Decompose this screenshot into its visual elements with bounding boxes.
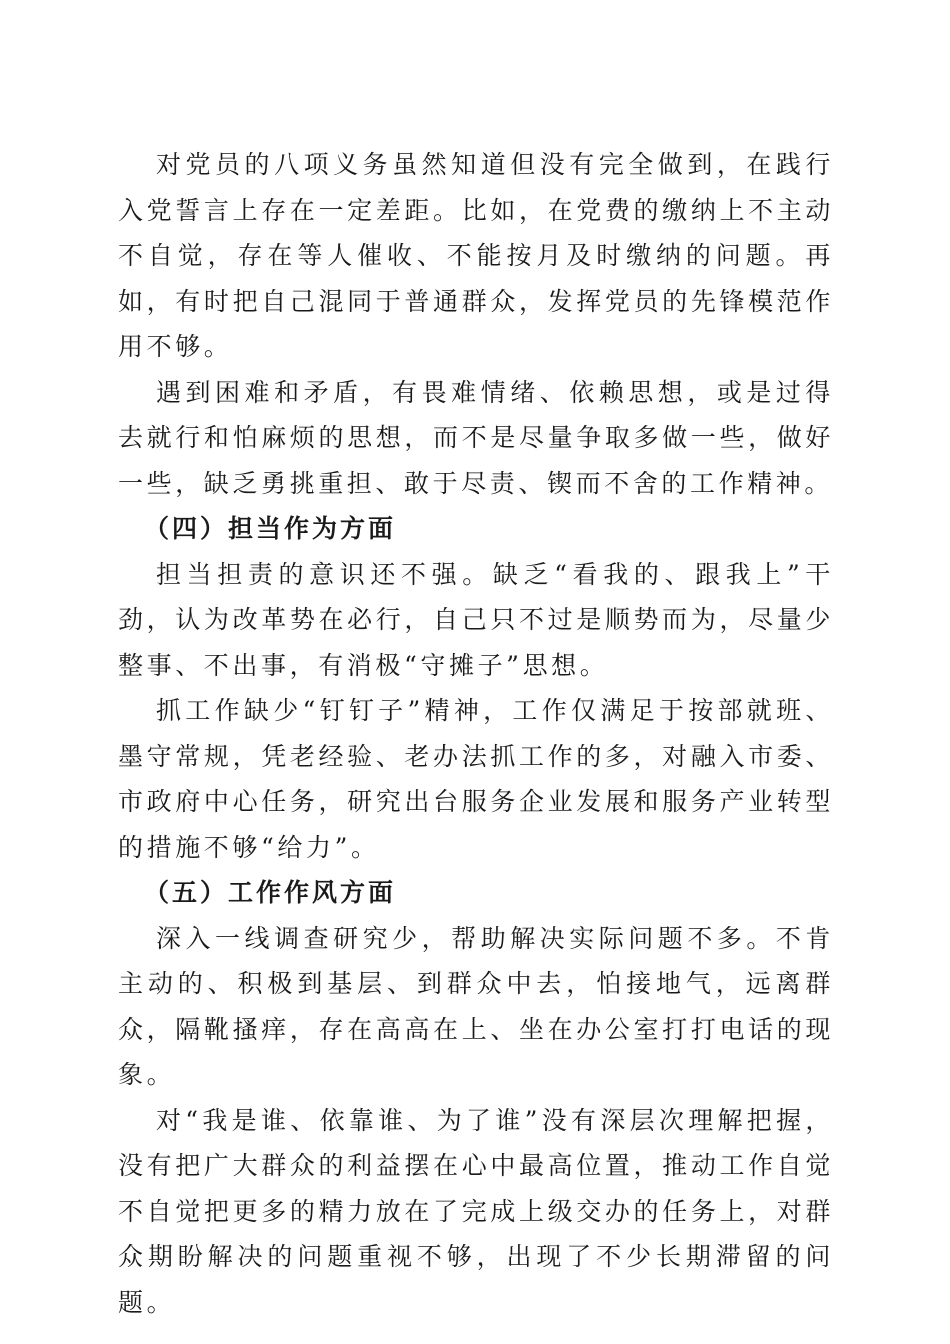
paragraph-responsibility-awareness: 担当担责的意识还不强。缺乏“看我的、跟我上”干劲，认为改革势在必行，自己只不过是顺势而为，尽量少整事、不出事，有消极“守摊子”思想。 [118, 559, 834, 680]
document-body [118, 142, 834, 1325]
paragraph-mass-interests: 对“我是谁、依靠谁、为了谁”没有深层次理解把握，没有把广大群众的利益摆在心中最高位置，推动工作自觉不自觉把更多的精力放在了完成上级交办的任务上，对群众期盼解决的问题重视不够，出现了不少长期滞留的问题。 [118, 1105, 834, 1317]
paragraph-work-spirit: 抓工作缺少“钉钉子”精神，工作仅满足于按部就班、墨守常规，凭老经验、老办法抓工作的多，对融入市委、市政府中心任务，研究出台服务企业发展和服务产业转型的措施不够“给力”。 [118, 696, 834, 862]
paragraph-difficulties: 遇到困难和矛盾，有畏难情绪、依赖思想，或是过得去就行和怕麻烦的思想，而不是尽量争取多做一些，做好一些，缺乏勇挑重担、敢于尽责、锲而不舍的工作精神。 [118, 377, 834, 498]
paragraph-field-research: 深入一线调查研究少，帮助解决实际问题不多。不肯主动的、积极到基层、到群众中去，怕接地气，远离群众，隔靴搔痒，存在高高在上、坐在办公室打打电话的现象。 [118, 923, 834, 1089]
section-heading-work-style: （五）工作作风方面 [144, 878, 397, 907]
section-heading-responsibility: （四）担当作为方面 [144, 514, 397, 543]
paragraph-party-duties: 对党员的八项义务虽然知道但没有完全做到，在践行入党誓言上存在一定差距。比如，在党费的缴纳上不主动不自觉，存在等人催收、不能按月及时缴纳的问题。再如，有时把自己混同于普通群众，发挥党员的先锋模范作用不够。 [118, 150, 834, 361]
